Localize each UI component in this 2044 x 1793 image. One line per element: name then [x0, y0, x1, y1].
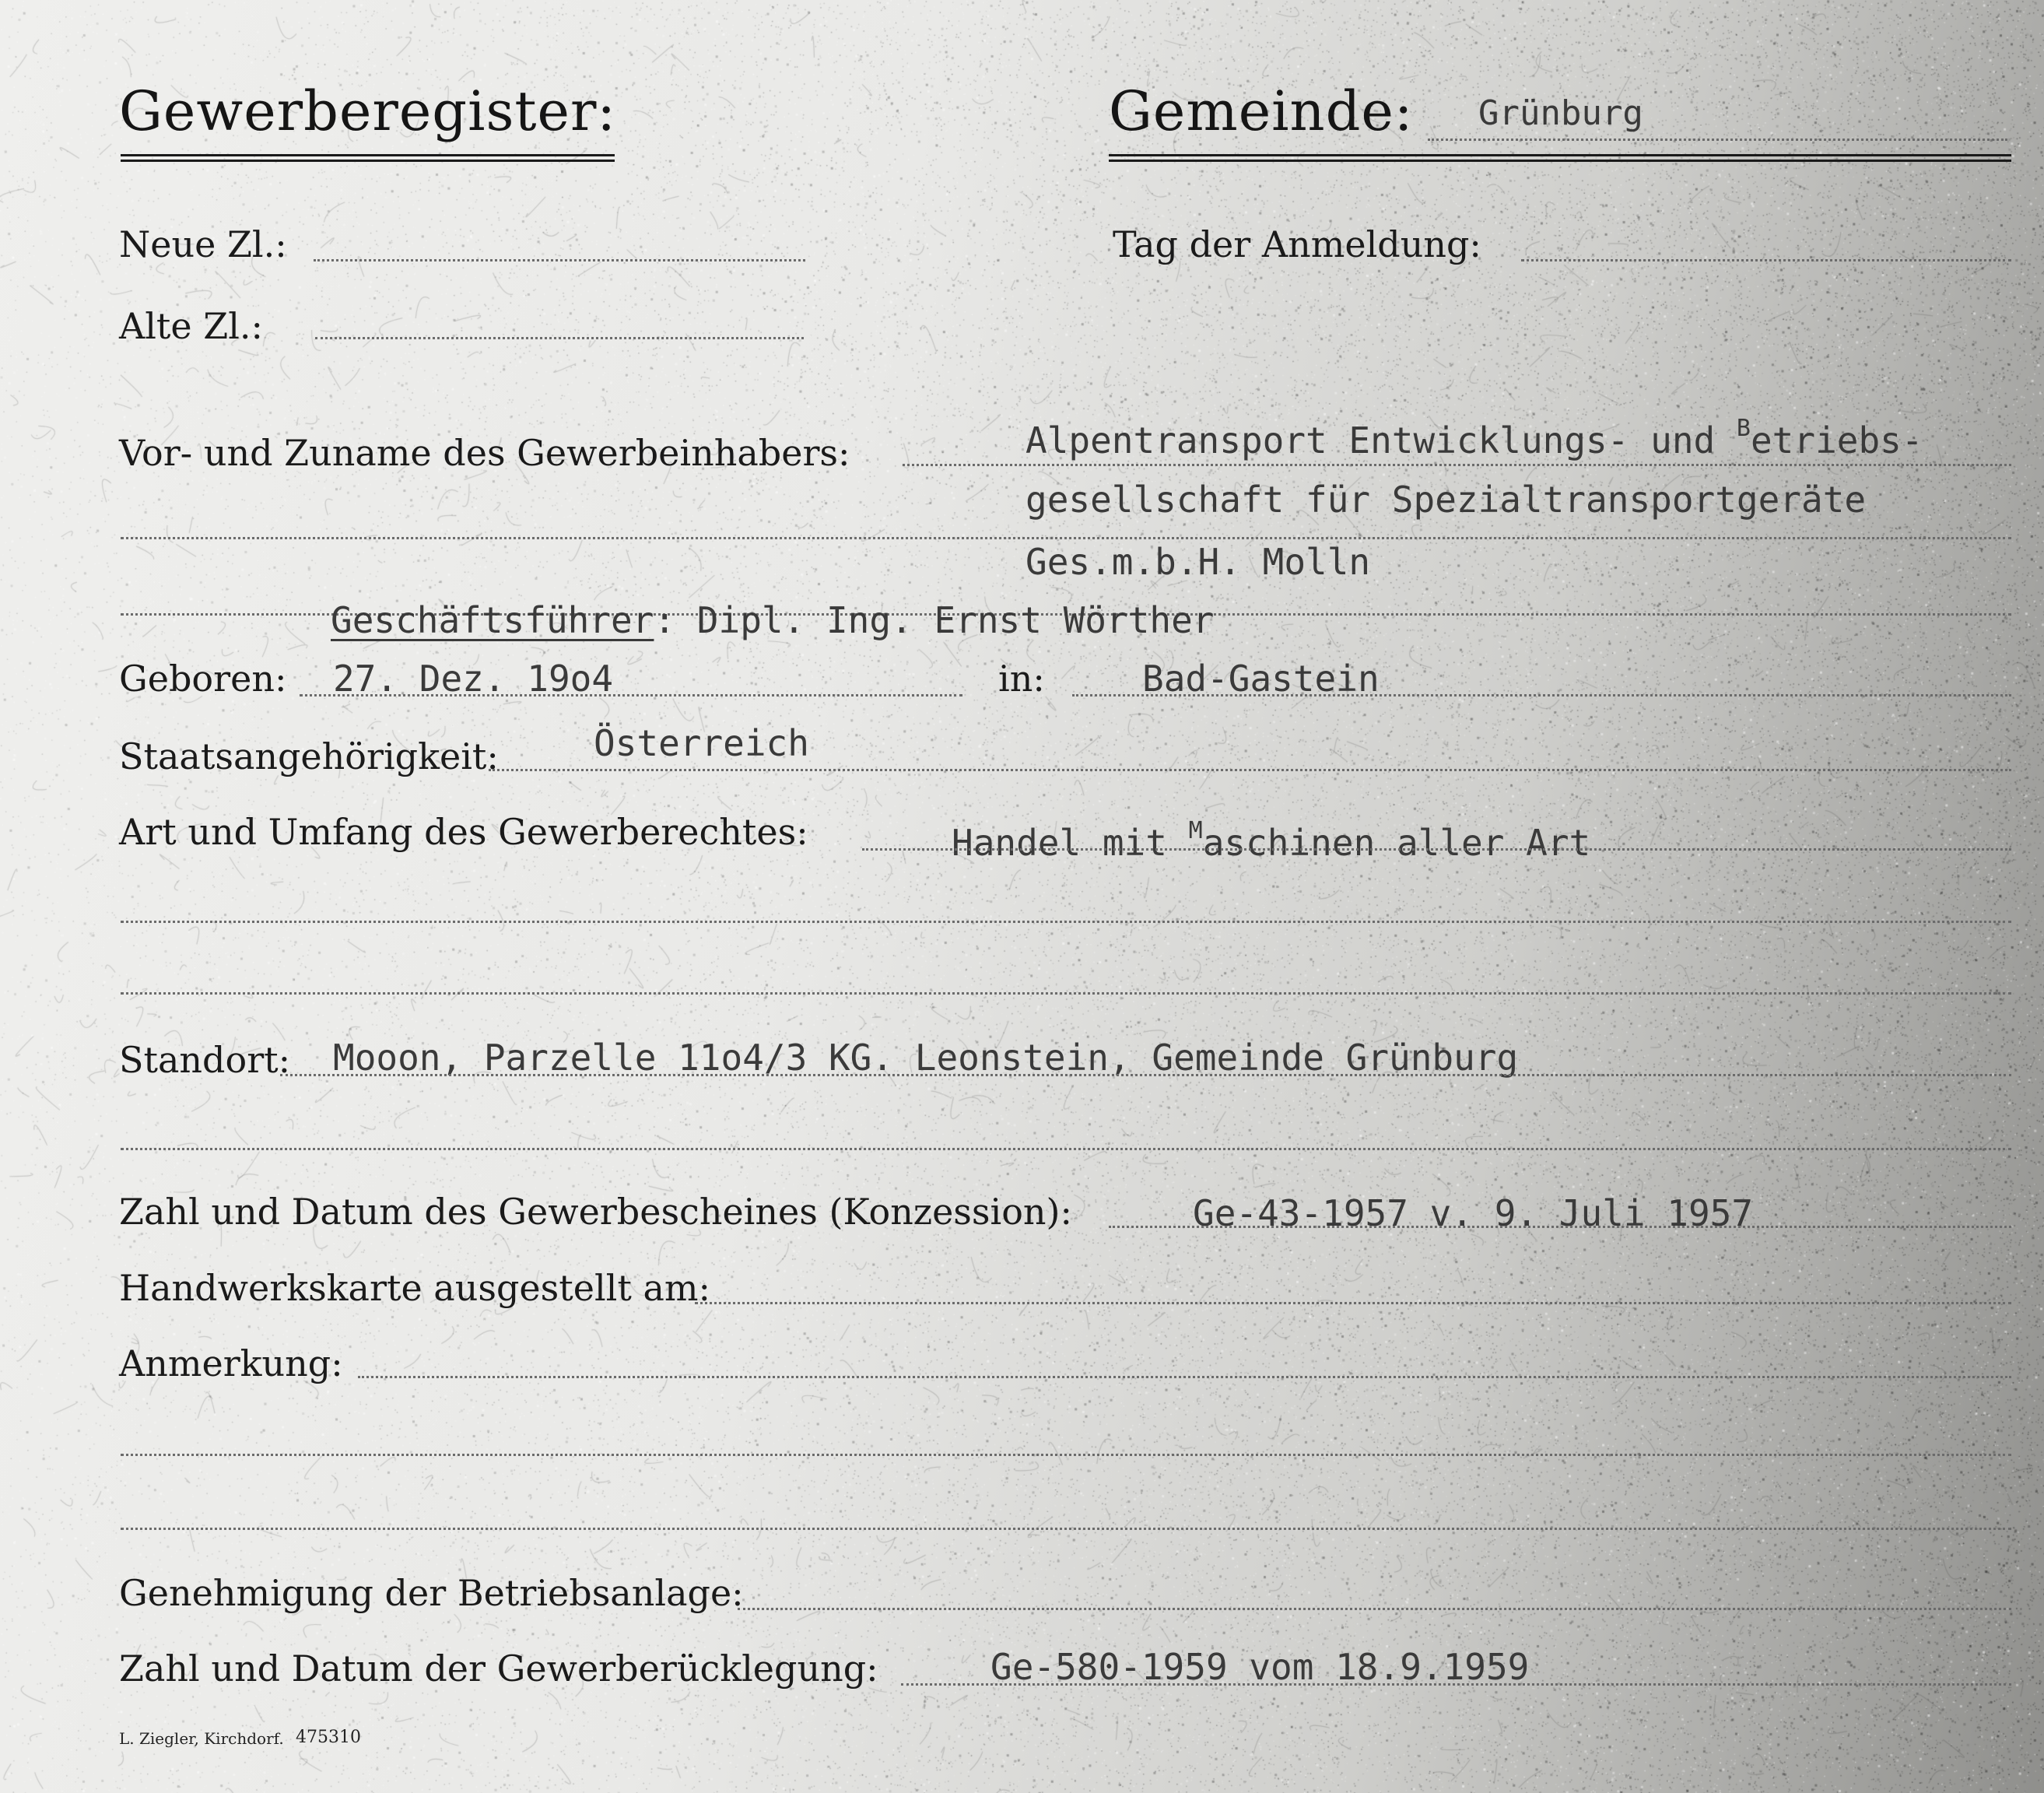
standort-label: Standort:	[119, 1039, 291, 1081]
municipality-value: Grünburg	[1478, 93, 1643, 133]
handwerkskarte-label: Handwerkskarte ausgestellt am:	[119, 1267, 711, 1309]
zuruecklegung-value: Ge-580-1959 vom 18.9.1959	[990, 1646, 1530, 1688]
anmerkung-label: Anmerkung:	[119, 1342, 343, 1384]
staatsangehoerigkeit-line	[489, 769, 2011, 771]
municipality-rule	[1109, 154, 2011, 162]
staatsangehoerigkeit-value: Österreich	[594, 722, 809, 764]
gewerbeinhaber-line-1	[903, 464, 2011, 466]
neue-zl-label: Neue Zl.:	[119, 223, 287, 265]
art-umfang-value: Handel mit $^M$aschinen aller Art	[952, 817, 1591, 864]
gewerbeinhaber-value-line2: gesellschaft für Spezialtransportgeräte	[1026, 479, 1867, 521]
geboren-in-label: in:	[998, 658, 1045, 700]
standort-line-2	[121, 1148, 2011, 1150]
tag-anmeldung-label: Tag der Anmeldung:	[1113, 223, 1481, 265]
register-title-rule	[121, 154, 615, 162]
form-number: 475310	[296, 1728, 361, 1747]
neue-zl-line	[314, 259, 805, 261]
geboren-in-line	[1072, 694, 2011, 696]
zuruecklegung-label: Zahl und Datum der Gewerberücklegung:	[119, 1647, 878, 1689]
anmerkung-line-2	[121, 1454, 2011, 1456]
art-umfang-line-2	[121, 921, 2011, 923]
betriebsanlage-label: Genehmigung der Betriebsanlage:	[119, 1572, 744, 1614]
gewerbeinhaber-value-line3: Ges.m.b.H. Molln	[1026, 541, 1371, 583]
geschaeftsfuehrer-value: Geschäftsführer: Dipl. Ing. Ernst Wörther	[331, 599, 1215, 641]
printer-imprint: L. Ziegler, Kirchdorf.	[119, 1729, 284, 1748]
municipality-label: Gemeinde:	[1109, 79, 1414, 143]
municipality-dotted-line	[1428, 139, 2007, 141]
alte-zl-line	[315, 337, 804, 339]
gewerbeinhaber-value-line1: Alpentransport Entwicklungs- und $^B$etriebs-	[1026, 415, 1923, 461]
anmerkung-line-1	[358, 1376, 2011, 1378]
gewerbeinhaber-line-2	[121, 537, 2011, 539]
staatsangehoerigkeit-label: Staatsangehörigkeit:	[119, 735, 499, 777]
gewerbeschein-label: Zahl und Datum des Gewerbescheines (Konzession):	[119, 1191, 1072, 1233]
handwerkskarte-line	[695, 1302, 2011, 1304]
geboren-in-value: Bad-Gastein	[1142, 658, 1380, 700]
zuruecklegung-line	[901, 1683, 2011, 1686]
art-umfang-label: Art und Umfang des Gewerberechtes:	[119, 811, 808, 853]
standort-value: Mooon, Parzelle 11o4/3 KG. Leonstein, Gemeinde Grünburg	[333, 1037, 1519, 1079]
standort-line-1	[280, 1074, 2011, 1076]
register-title: Gewerberegister:	[119, 79, 616, 143]
tag-anmeldung-line	[1521, 259, 2011, 261]
anmerkung-line-3	[121, 1528, 2011, 1530]
geboren-value: 27. Dez. 19o4	[333, 658, 614, 700]
gewerbeschein-line	[1109, 1226, 2011, 1228]
betriebsanlage-line	[738, 1608, 2011, 1610]
geboren-label: Geboren:	[119, 658, 287, 700]
geboren-line	[300, 694, 962, 696]
art-umfang-line-3	[121, 992, 2011, 995]
art-umfang-line-1	[862, 848, 2011, 851]
gewerbeschein-value: Ge-43-1957 v. 9. Juli 1957	[1193, 1192, 1754, 1234]
gewerbeinhaber-label: Vor- und Zuname des Gewerbeinhabers:	[119, 432, 850, 474]
alte-zl-label: Alte Zl.:	[119, 305, 264, 347]
